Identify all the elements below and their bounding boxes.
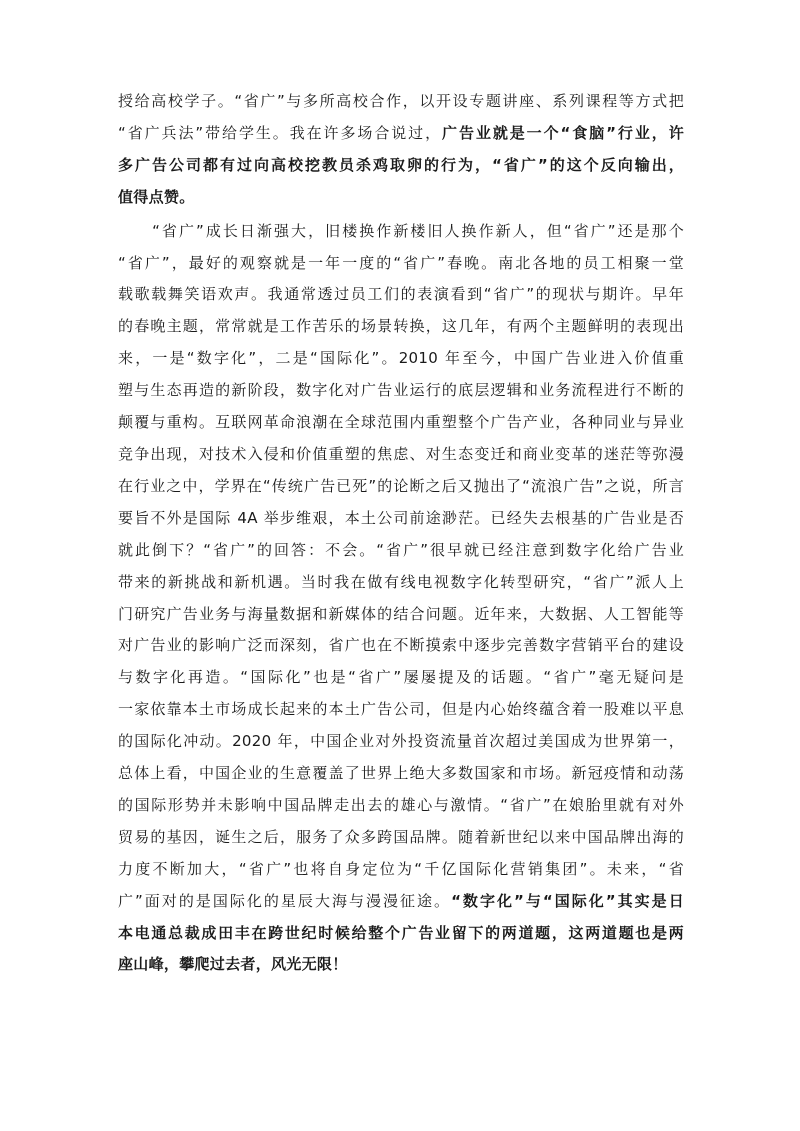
text-line xyxy=(118,662,684,694)
bold-text-segment: 座山峰，攀爬过去者，风光无限！ xyxy=(118,955,348,974)
text-line xyxy=(118,599,684,631)
paragraph-2 xyxy=(118,216,684,982)
text-line xyxy=(118,279,684,311)
text-line xyxy=(118,854,684,886)
text-segment: 在行业之中，学界在“传统广告已死”的论断之后又抛出了“流浪广告”之说，所言 xyxy=(118,476,684,495)
text-line xyxy=(118,375,684,407)
text-line xyxy=(118,790,684,822)
text-segment: 就此倒下？“省广”的回答：不会。“省广”很早就已经注意到数字化给广告业 xyxy=(118,540,684,559)
text-line xyxy=(118,118,684,150)
text-segment: 竞争出现，对技术入侵和价值重塑的焦虑、对生态变迁和商业变革的迷茫等弥漫 xyxy=(118,444,684,463)
text-line xyxy=(118,216,684,248)
text-line xyxy=(118,949,684,981)
document-page xyxy=(118,86,684,981)
text-segment: 的国际形势并未影响中国品牌走出去的雄心与激情。“省广”在娘胎里就有对外 xyxy=(118,795,684,814)
text-segment: 贸易的基因，诞生之后，服务了众多跨国品牌。随着新世纪以来中国品牌出海的 xyxy=(118,827,684,846)
text-line xyxy=(118,822,684,854)
text-line xyxy=(118,407,684,439)
text-segment: 的国际化冲动。2020 年，中国企业对外投资流量首次超过美国成为世界第一， xyxy=(118,732,684,751)
text-line xyxy=(118,471,684,503)
text-line xyxy=(118,694,684,726)
text-line xyxy=(118,886,684,918)
text-line xyxy=(118,567,684,599)
text-segment: 门研究广告业务与海量数据和新媒体的结合问题。近年来，大数据、人工智能等 xyxy=(118,604,684,623)
bold-text-segment: 本电通总裁成田丰在跨世纪时候给整个广告业留下的两道题，这两道题也是两 xyxy=(118,923,684,942)
text-segment: 广”面对的是国际化的星辰大海与漫漫征途。 xyxy=(118,891,452,910)
text-line xyxy=(118,726,684,758)
text-line xyxy=(118,535,684,567)
text-line xyxy=(118,918,684,950)
text-segment: 载歌载舞笑语欢声。我通常透过员工们的表演看到“省广”的现状与期许。早年 xyxy=(118,285,684,304)
bold-text-segment: 多广告公司都有过向高校挖教员杀鸡取卵的行为，“省广”的这个反向输出， xyxy=(118,155,684,174)
text-line xyxy=(118,343,684,375)
text-line xyxy=(118,630,684,662)
text-line xyxy=(118,758,684,790)
text-segment: 授给高校学子。“省广”与多所高校合作，以开设专题讲座、系列课程等方式把 xyxy=(118,92,684,110)
text-segment: 一家依靠本土市场成长起来的本土广告公司，但是内心始终蕴含着一股难以平息 xyxy=(118,700,684,719)
text-segment: 带来的新挑战和新机遇。当时我在做有线电视数字化转型研究，“省广”派人上 xyxy=(118,572,684,591)
text-line xyxy=(118,182,684,214)
text-segment: 总体上看，中国企业的生意覆盖了世界上绝大多数国家和市场。新冠疫情和动荡 xyxy=(118,764,684,783)
text-line xyxy=(118,503,684,535)
text-line xyxy=(118,439,684,471)
bold-text-segment: 广告业就是一个“食脑”行业，许 xyxy=(442,123,685,142)
text-line xyxy=(118,311,684,343)
bold-text-segment: 值得点赞。 xyxy=(118,187,195,206)
text-segment: “省广”，最好的观察就是一年一度的“省广”春晚。南北各地的员工相聚一堂 xyxy=(118,253,684,272)
text-segment: “省广”成长日渐强大，旧楼换作新楼旧人换作新人，但“省广”还是那个 xyxy=(118,221,684,240)
text-segment: 对广告业的影响广泛而深刻，省广也在不断摸索中逐步完善数字营销平台的建设 xyxy=(118,636,684,655)
paragraph-1 xyxy=(118,86,684,214)
text-line xyxy=(118,248,684,280)
text-segment: 颠覆与重构。互联网革命浪潮在全球范围内重塑整个广告产业，各种同业与异业 xyxy=(118,413,684,432)
text-segment: 的春晚主题，常常就是工作苦乐的场景转换，这几年，有两个主题鲜明的表现出 xyxy=(118,317,684,336)
text-line xyxy=(118,86,684,118)
bold-text-segment: “数字化”与“国际化”其实是日 xyxy=(451,891,684,910)
text-segment: “省广兵法”带给学生。我在许多场合说过， xyxy=(118,123,443,142)
text-segment: 力度不断加大，“省广”也将自身定位为“千亿国际化营销集团”。未来，“省 xyxy=(118,859,684,878)
text-line xyxy=(118,150,684,182)
text-segment: 要旨不外是国际 4A 举步维艰，本土公司前途渺茫。已经失去根基的广告业是否 xyxy=(118,508,684,527)
text-segment: 来，一是“数字化”，二是“国际化”。2010 年至今，中国广告业进入价值重 xyxy=(118,349,684,368)
text-segment: 与数字化再造。“国际化”也是“省广”屡屡提及的话题。“省广”毫无疑问是 xyxy=(118,668,684,687)
text-segment: 塑与生态再造的新阶段，数字化对广告业运行的底层逻辑和业务流程进行不断的 xyxy=(118,381,684,400)
